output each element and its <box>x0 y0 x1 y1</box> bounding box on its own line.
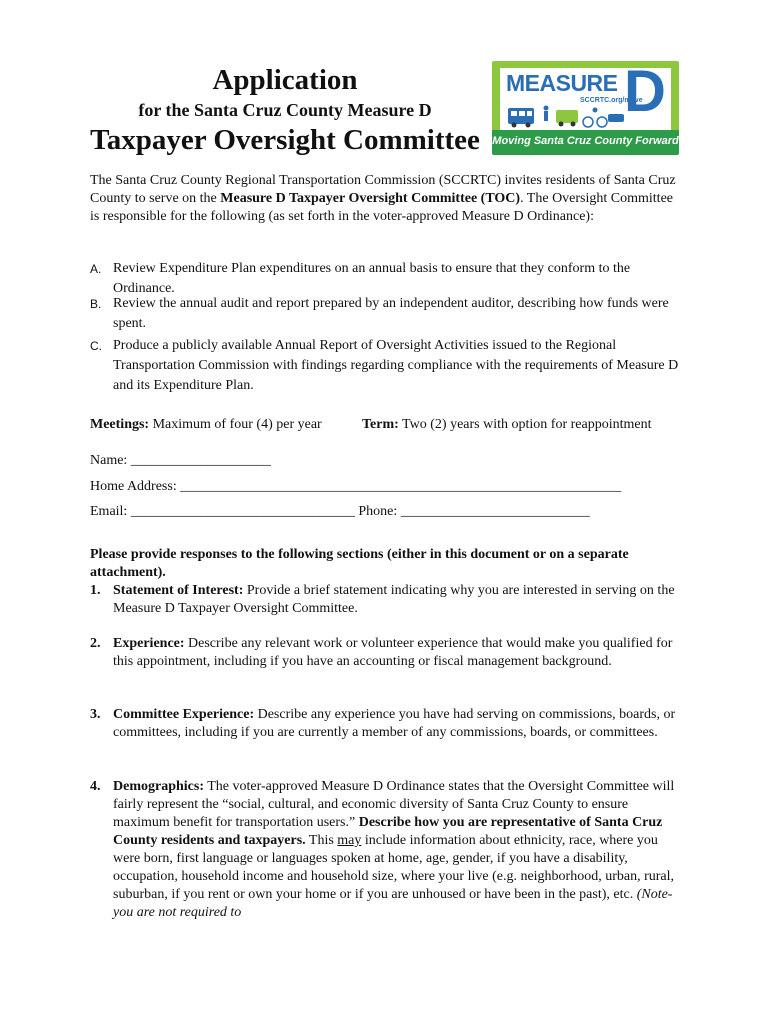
email-phone-field[interactable]: Email: ________________________________ Phone: ___________________________ <box>90 504 590 519</box>
page-title: Application <box>212 64 358 96</box>
instructions: Please provide responses to the following sections (either in this document or on a separate attachment). <box>90 547 629 580</box>
term-info: Term: Two (2) years with option for reappointment <box>362 417 652 432</box>
committee-title: Taxpayer Oversight Committee <box>90 124 480 156</box>
name-field[interactable]: Name: ____________________ <box>90 453 271 468</box>
page-subtitle: for the Santa Cruz County Measure D <box>138 100 432 120</box>
logo-url: SCCRTC.org/move <box>580 97 643 104</box>
transit-icons <box>506 102 626 130</box>
duty-item-a: A. Review Expenditure Plan expenditures on an annual basis to ensure that they conform to the Ordinance. <box>90 261 631 296</box>
logo-letter: D <box>624 61 666 124</box>
duty-item-c: C. Produce a publicly available Annual Report of Oversight Activities issued to the Regional Transportation Commission with findings regarding compliance with the requirements of Measure D and its Expenditure Plan. <box>90 338 679 393</box>
section-committee-experience: 3. Committee Experience: Describe any experience you have had serving on commissions, boards, or committees, including if you are currently a member of any commissions, boards, or committees. <box>90 707 676 740</box>
section-demographics: 4. Demographics: The voter-approved Measure D Ordinance states that the Oversight Committee will fairly represent the “social, cultural, and economic diversity of Santa Cruz County to ensure maximum benefit for transportation users.” Describe how you are representative of Santa Cruz County residents and taxpayers. This may include information about ethnicity, race, where you were born, first language or languages spoken at home, age, gender, if you have a disability, occupation, household income and household size, where your live (e.g. neighborhood, urban, rural, suburban, if you rent or own your home or if you are unhoused or have been in the past), etc. (Note- you are not required to <box>90 779 675 920</box>
meetings-info: Meetings: Maximum of four (4) per year <box>90 417 322 432</box>
duty-item-b: B. Review the annual audit and report prepared by an independent auditor, describing how funds were spent. <box>90 296 669 331</box>
logo-word: MEASURE <box>506 70 618 96</box>
address-field[interactable]: Home Address: _______________________________________________________________ <box>90 479 622 494</box>
logo-tagline: Moving Santa Cruz County Forward <box>492 135 679 147</box>
measure-d-logo <box>492 61 679 155</box>
intro-paragraph: The Santa Cruz County Regional Transportation Commission (SCCRTC) invites residents of Santa Cruz County to serve on the Measure D Taxpayer Oversight Committee (TOC). The Oversight Committee is responsible for the following (as set forth in the voter-approved Measure D Ordinance): <box>90 173 676 224</box>
section-statement-of-interest: 1. Statement of Interest: Provide a brief statement indicating why you are interested in serving on the Measure D Taxpayer Oversight Committee. <box>90 583 675 616</box>
section-experience: 2. Experience: Describe any relevant work or volunteer experience that would make you qualified for this appointment, including if you have an accounting or fiscal management background. <box>90 636 673 669</box>
